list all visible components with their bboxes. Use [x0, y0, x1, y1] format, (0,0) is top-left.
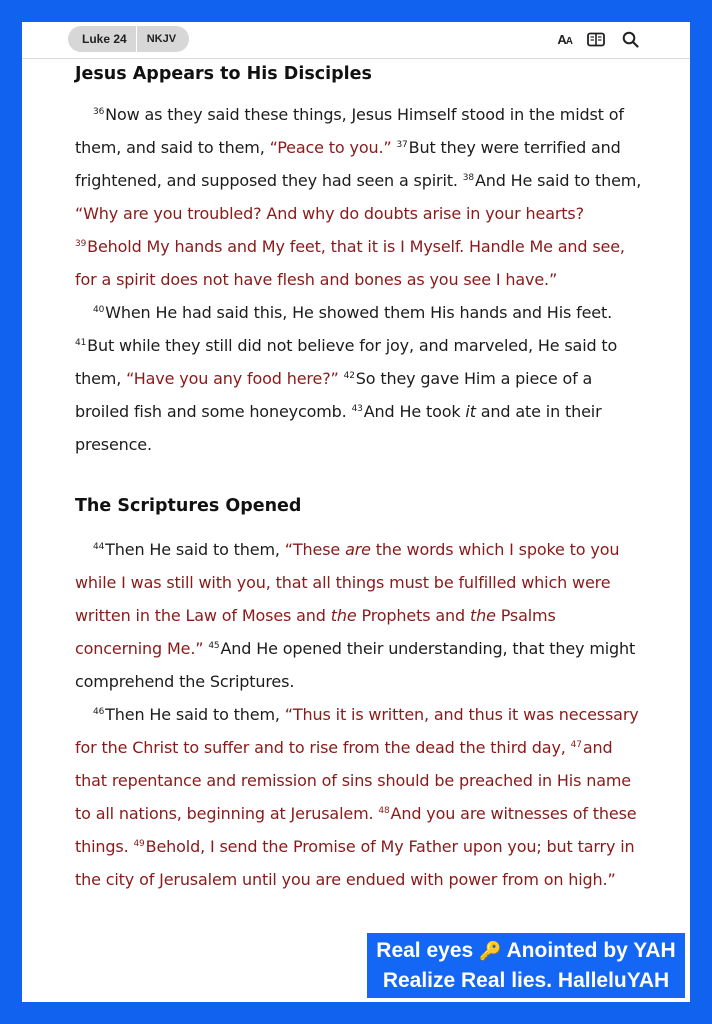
paragraph: $^{46}$Then He said to them, “Thus it is written, and thus it was necessary for the Christ to suffer and to rise from the dead the third day, $^{47}$and that repentance and remission of sins should be preached in His name to all nations, beginning at Jerusalem. $^{48}$And you are witnesses of these things. $^{49}$Behold, I send the Promise of My Father upon you; but tarry in the city of Jerusalem until you are endued with power from on high.” [75, 705, 639, 889]
version-button[interactable]: NKJV [146, 33, 177, 45]
banner-line-1: Real eyes 🔑 Anointed by YAH [376, 939, 676, 962]
verse-number[interactable]: 43 [351, 404, 363, 414]
verse-number[interactable]: 42 [343, 371, 355, 381]
top-toolbar [22, 22, 690, 59]
verse-number[interactable]: 46 [93, 707, 105, 717]
toolbar-icons [557, 29, 640, 49]
verse-number[interactable]: 49 [133, 839, 145, 849]
book-icon[interactable] [586, 29, 606, 49]
verse-number[interactable]: 48 [378, 806, 390, 816]
overlay-caption-banner [365, 931, 687, 1000]
passage-selector[interactable] [68, 26, 189, 52]
search-icon[interactable] [620, 29, 640, 49]
verse-number[interactable]: 44 [93, 542, 105, 552]
verse-number[interactable]: 37 [396, 140, 408, 150]
section-heading: Jesus Appears to His Disciples [75, 64, 372, 84]
font-size-icon[interactable]: AA [557, 31, 572, 47]
banner-line-2: Realize Real lies. HalleluYAH [382, 969, 670, 992]
paragraph: $^{40}$When He had said this, He showed them His hands and His feet. $^{41}$But while they still did not believe for joy, and marveled, He said to them, “Have you any food here?” $^{42}$So they gave Him a piece of a broiled fish and some honeycomb. $^{43}$And He took it and ate in their presence. [75, 303, 618, 454]
verse-number[interactable]: 47 [570, 740, 582, 750]
reader-page [22, 22, 690, 1002]
book-chapter-button[interactable]: Luke 24 [68, 26, 137, 52]
verse-number[interactable]: 38 [462, 173, 474, 183]
paragraph: $^{36}$Now as they said these things, Jesus Himself stood in the midst of them, and said to them, “Peace to you.” $^{37}$But they were terrified and frightened, and supposed they had seen a spirit. $^{38}$And He said to them, “Why are you troubled? And why do doubts arise in your hearts? $^{39}$Behold My hands and My feet, that it is I Myself. Handle Me and see, for a spirit does not have flesh and bones as you see I have.” [75, 105, 642, 289]
verse-number[interactable]: 45 [208, 641, 220, 651]
chapter-text [75, 57, 643, 896]
verse-number[interactable]: 41 [75, 338, 87, 348]
verse-number[interactable]: 39 [75, 239, 87, 249]
verse-number[interactable]: 40 [93, 305, 105, 315]
paragraph: $^{44}$Then He said to them, “These are the words which I spoke to you while I was still with you, that all things must be fulfilled which were written in the Law of Moses and the Prophets and the Psalms concerning Me.” $^{45}$And He opened their understanding, that they might comprehend the Scriptures. [75, 540, 636, 691]
verse-number[interactable]: 36 [93, 107, 105, 117]
section-heading: The Scriptures Opened [75, 496, 302, 516]
key-icon: 🔑 [479, 941, 502, 961]
